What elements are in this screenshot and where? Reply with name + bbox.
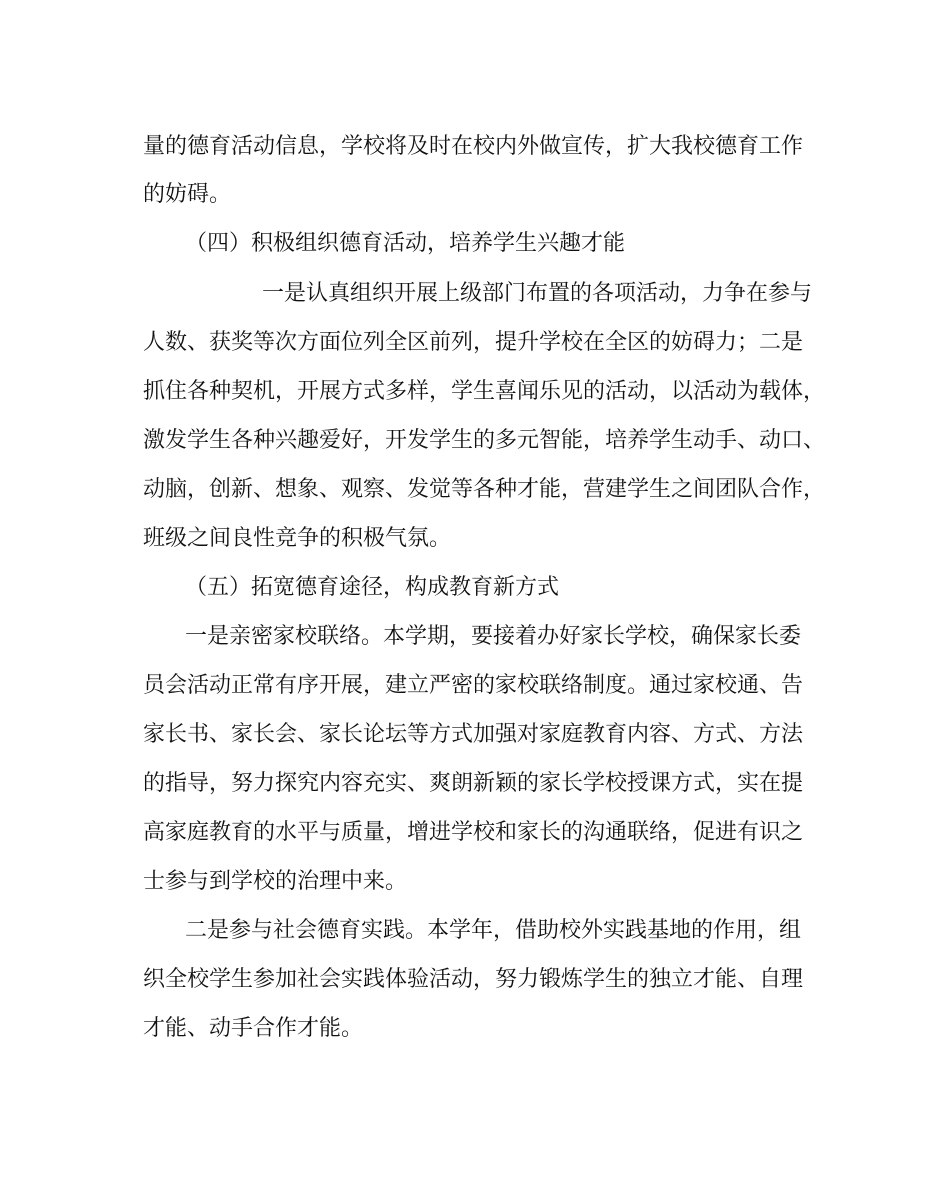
text-line-19: 才能、动手合作才能。	[143, 1016, 364, 1041]
text-line-5: 人数、获奖等次方面位列全区前列，提升学校在全区的妨碍力；二是	[143, 330, 804, 355]
text-line-1: 量的德育活动信息，学校将及时在校内外做宣传，扩大我校德育工作	[143, 134, 804, 159]
text-line-16: 士参与到学校的治理中来。	[143, 869, 408, 894]
section-heading-4: （四）积极组织德育活动，培养学生兴趣才能	[185, 231, 626, 256]
text-line-13: 家长书、家长会、家长论坛等方式加强对家庭教育内容、方式、方法	[143, 722, 804, 747]
text-line-12: 员会活动正常有序开展，建立严密的家校联络制度。通过家校通、告	[143, 673, 804, 698]
text-line-2: 的妨碍。	[143, 182, 232, 207]
text-line-6: 抓住各种契机，开展方式多样，学生喜闻乐见的活动，以活动为载体，	[143, 379, 826, 404]
text-line-15: 高家庭教育的水平与质量，增进学校和家长的沟通联络，促进有识之	[143, 820, 804, 845]
text-line-4: 一是认真组织开展上级部门布置的各项活动，力争在参与	[262, 281, 813, 306]
text-line-9: 班级之间良性竞争的积极气氛。	[143, 526, 452, 551]
text-line-7: 激发学生各种兴趣爱好，开发学生的多元智能，培养学生动手、动口、	[143, 428, 826, 453]
text-line-14: 的指导，努力探究内容充实、爽朗新颖的家长学校授课方式，实在提	[143, 771, 804, 796]
text-line-17: 二是参与社会德育实践。本学年，借助校外实践基地的作用，组	[185, 918, 802, 943]
text-line-18: 织全校学生参加社会实践体验活动，努力锻炼学生的独立才能、自理	[143, 967, 804, 992]
text-line-11: 一是亲密家校联络。本学期，要接着办好家长学校，确保家长委	[185, 624, 802, 649]
section-heading-5: （五）拓宽德育途径，构成教育新方式	[185, 575, 560, 600]
text-line-8: 动脑，创新、想象、观察、发觉等各种才能，营建学生之间团队合作，	[143, 477, 826, 502]
